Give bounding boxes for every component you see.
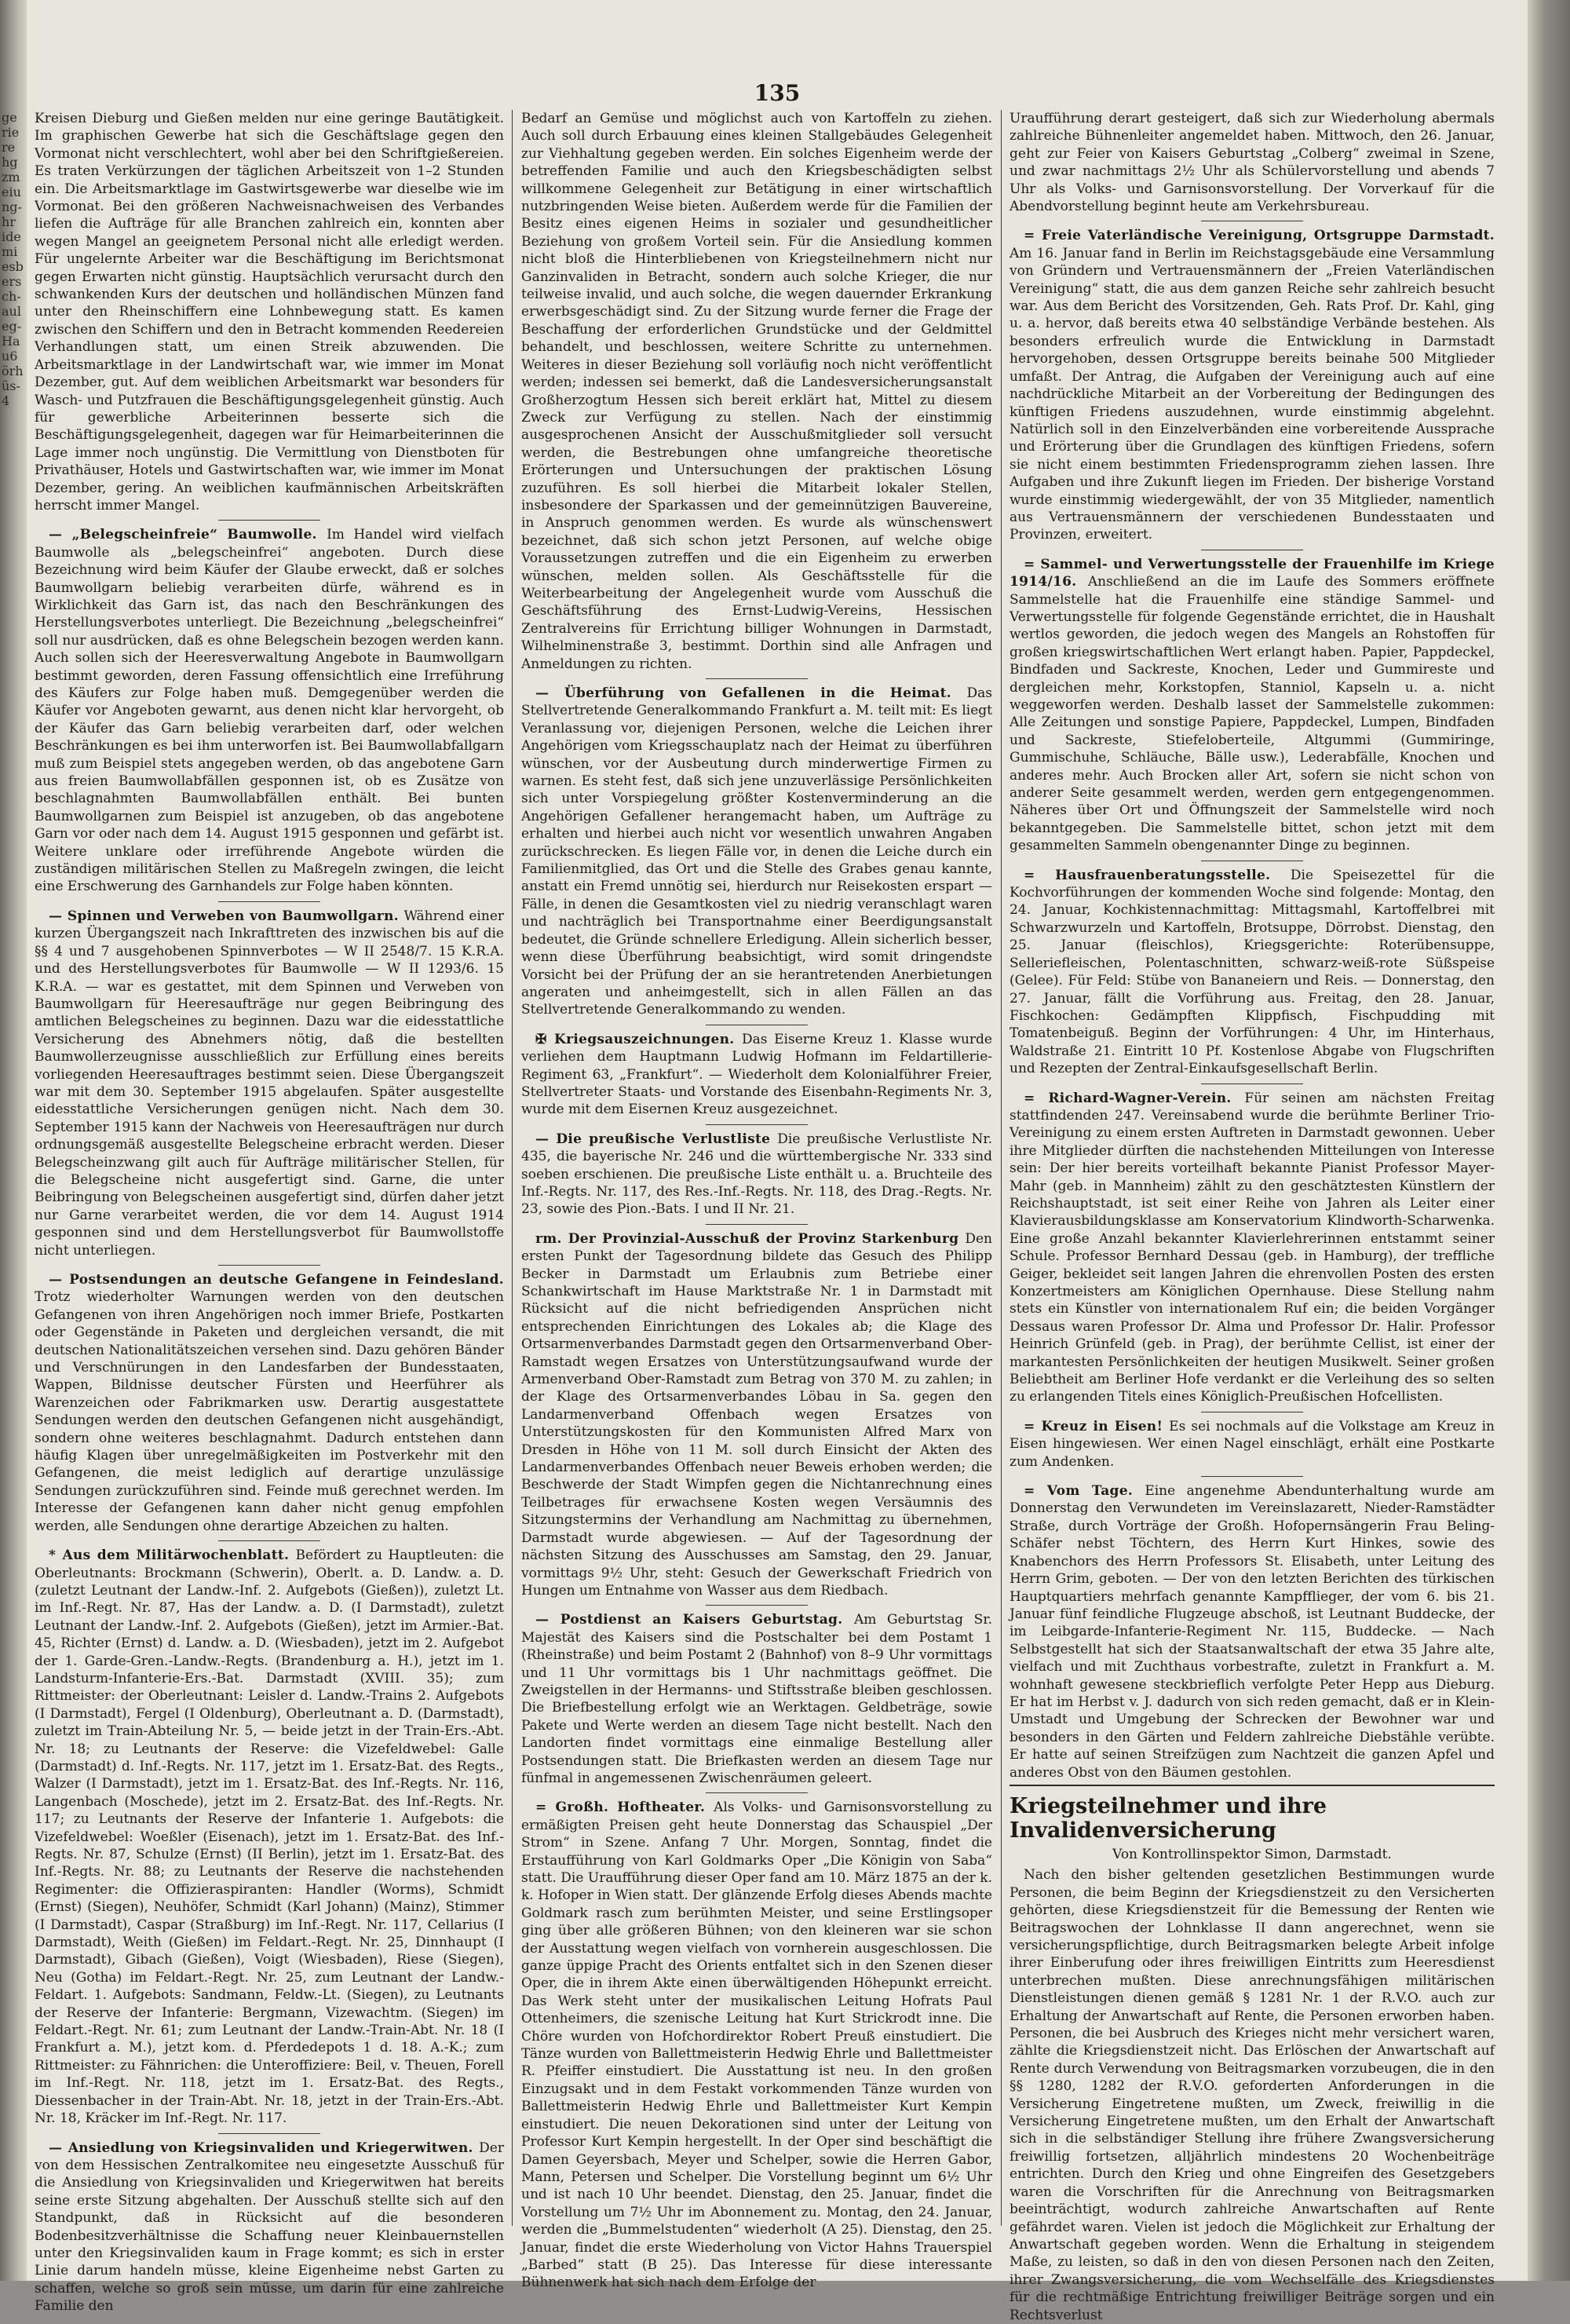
item-separator <box>218 1265 320 1266</box>
item-separator <box>706 1792 808 1793</box>
column-1 <box>35 110 505 2315</box>
article-title: Kriegsteilnehmer und ihre Invalidenversicherung <box>1010 1793 1327 1843</box>
news-item-text: Für seinen am nächsten Freitag stattfindenden 247. Vereinsabend wurde die berühmte Berliner Trio-Vereinigung zu einem ersten Auftreten in Darmstadt gewonnen. Ueber ihre Mitglieder dürften die nachstehenden Mitteilungen von Interesse sein: Der hier bereits vorteilhaft bekannte Pianist Professor Mayer-Mahr (geb. in Mannheim) zählt zu den geschätztesten Künstlern der Reichshauptstadt, ist seit einer Reihe von Jahren als Leiter einer Klavierausbildungsklasse am Konservatorium Klindworth-Scharwenka. Eine große Anzahl bekannter Klavierlehrerinnen entstammt seiner Schule. Professor Bernhard Dessau (geb. in Hamburg), der treffliche Geiger, bekleidet seit langen Jahren die ehrenvollen Posten des ersten Konzertmeisters am Königlichen Opernhause. Diese Stellung nahm stets ein Künstler von internationalem Ruf ein; die beiden Vorgänger Dessaus waren Professor Dr. Alma und Professor Dr. Halir. Professor Heinrich Grünfeld (geb. in Prag), der berühmte Cellist, ist einer der markantesten Persönlichkeiten der heutigen Musikwelt. Seiner großen Beliebtheit am Berliner Hofe verdankt er die Verleihung des so selten zu erlangenden Titels eines Königlich-Preußischen Hofcellisten. <box>1010 1090 1495 1405</box>
item-separator <box>218 2133 320 2134</box>
newspaper-page <box>27 0 1528 2323</box>
news-item-heading: — Postsendungen an deutsche Gefangene in Feindesland. <box>49 1272 504 1288</box>
adjacent-page-edge <box>0 0 27 2281</box>
article-heading-rule <box>1010 1785 1495 1786</box>
news-item-heading: = Hausfrauenberatungsstelle. <box>1024 867 1291 883</box>
news-item-text: Es sei nochmals auf die Volkstage am Kreuz in Eisen hingewiesen. Wer einen Nagel einschlägt, erhält eine Postkarte zum Andenken. <box>1010 1418 1495 1470</box>
news-item-text: Den ersten Punkt der Tagesordnung bildete das Gesuch des Philipp Becker in Darmstadt um Erlaubnis zum Betriebe einer Schankwirtschaft im Hause Marktstraße Nr. 1 in Darmstadt mit Rücksicht auf die nicht befriedigenden Ansprüchen nicht entsprechenden Einrichtungen des Lokales ab; die Klage des Ortsarmenverbandes Darmstadt gegen den Ortsarmenverband Ober-Ramstadt wegen Ersatzes von Unterstützungsaufwand wurde der Armenverband Ober-Ramstadt zum Betrag von 370 M. zu zahlen; in der Klage des Ortsarmenverbandes Löbau in Sa. gegen den Landarmenverband Offenbach wegen Ersatzes von Unterstützungskosten für den Kommunisten Alfred Marx von Dresden in Höhe von 11 M. soll durch Einsicht der Akten des Landarmenverbandes Offenbach neuer Beweis erhoben werden; die Beschwerde der Stadt Wimpfen gegen die Nichtanrechnung eines Teilbetrages für erwachsene Kosten wegen Versäumnis des Sitzungstermins der Verhandlung am Nachmittag zu übernehmen, Darmstadt wurde abgewiesen. — Auf der Tagesordnung der nächsten Sitzung des Ausschusses am Samstag, den 29. Januar, vormittags 9½ Uhr, steht: Gesuch der Gewerkschaft Friedrich von Hungen um Entnahme von Wasser aus dem Riedbach. <box>521 1230 992 1599</box>
news-item <box>35 1271 504 1535</box>
news-item <box>1010 227 1495 543</box>
news-item-text: Bedarf an Gemüse und möglichst auch von Kartoffeln zu ziehen. Auch soll durch Erbauung eines kleinen Stallgebäudes Gelegenheit zur Viehhaltung gegeben werden. Ein solches Eigenheim werde der betreffenden Familie und auch den Kriegsbeschädigten selbst willkommene Gelegenheit zur Betätigung in einer wirtschaftlich nutzbringenden Weise bieten. Außerdem werde für die Familien der Besitz eines eigenen Heims in sozialer und gesundheitlicher Beziehung von großem Vorteil sein. Für die Ansiedlung kommen nicht bloß die Hinterbliebenen von Kriegsteilnehmern nicht nur Ganzinvaliden in Betracht, sondern auch solche Krieger, die nur teilweise invalid, und auch solche, die wegen dauernder Erkrankung erwerbsgeschädigt sind. Zu der Sitzung wurde ferner die Frage der Beschaffung der erforderlichen Grundstücke und der Geldmittel behandelt, und beschlossen, weitere Schritte zu unternehmen. Weiteres in dieser Beziehung soll vorläufig noch nicht veröffentlicht werden; indessen sei bemerkt, daß die Landesversicherungsanstalt Großherzogtum Hessen sich bereit erklärt hat, Mittel zu diesem Zweck zur Verfügung zu stellen. Nach der einstimmig ausgesprochenen Ansicht der Ausschußmitglieder soll versucht werden, die Bestrebungen ohne umfangreiche theoretische Erörterungen und Untersuchungen der praktischen Lösung zuzuführen. Es soll hierbei die Mitarbeit lokaler Stellen, insbesondere der Sparkassen und der gemeinnützigen Bauvereine, in Anspruch genommen werden. Es wurde als wünschenswert bezeichnet, daß sich schon jetzt Personen, auf welche obige Voraussetzungen zutreffen und die ein Eigenheim zu erwerben wünschen, melden sollen. Als Geschäftsstelle für die Weiterbearbeitung der Angelegenheit wurde vom Ausschuß die Geschäftsführung des Ernst-Ludwig-Vereins, Hessischen Zentralvereins für Errichtung billiger Wohnungen in Darmstadt, Wilhelminenstraße 3, bestimmt. Dorthin sind alle Anfragen und Anmeldungen zu richten. <box>521 111 992 672</box>
news-item-heading: = Sammel- und Verwertungsstelle der Frauenhilfe im Kriege 1914/16. <box>1010 556 1495 590</box>
item-separator <box>218 901 320 902</box>
news-item-heading: = Großh. Hoftheater. <box>535 1800 714 1816</box>
news-item-heading: = Kreuz in Eisen! <box>1024 1418 1170 1434</box>
news-item-text: Der von dem Hessischen Zentralkomitee neu eingesetzte Ausschuß für die Ansiedlung von Kriegsinvaliden und Kriegerwitwen hat bereits seine erste Sitzung abgehalten. Der Ausschuß stellte sich auf den Standpunkt, daß in Rücksicht auf die besonderen Bodenbesitzverhältnisse die Schaffung neuer Kleinbauernstellen unter den Kriegsinvaliden kaum in Frage kommt; es sich in erster Linie darum handeln müsse, kleine Eigenheime nebst Garten zu schaffen, welche so groß sein müsse, um darin für eine zahlreiche Familie den <box>35 2139 504 2315</box>
item-separator <box>706 1124 808 1125</box>
news-item-text: Die preußische Verlustliste Nr. 435, die bayerische Nr. 246 und die württembergische Nr. 333 sind soeben erschienen. Die preußische Liste enthält u. a. Bruchteile des Inf.-Regts. Nr. 117, des Res.-Inf.-Regts. Nr. 118, des Drag.-Regts. Nr. 23, sowie des Pion.-Bats. I und II Nr. 21. <box>521 1131 992 1218</box>
news-item <box>521 685 992 1019</box>
news-item <box>1010 110 1495 215</box>
item-separator <box>706 1605 808 1606</box>
news-item-heading: — Ansiedlung von Kriegsinvaliden und Kriegerwitwen. <box>49 2139 480 2156</box>
news-item <box>521 1611 992 1787</box>
news-item-text: Kreisen Dieburg und Gießen melden nur eine geringe Bautätigkeit. Im graphischen Gewerbe hat sich die Geschäftslage gegen den Vormonat nicht verschlechtert, wohl aber bei den Schriftgießereien. Es traten Verkürzungen der täglichen Arbeitszeit von 1–2 Stunden ein. Die Arbeitsmarktlage im Gastwirtsgewerbe war dieselbe wie im Vormonat. Bei den größeren Nachweisnachweisen des Verbandes liefen die Aufträge für alle Branchen zahlreich ein, konnten aber wegen Mangel an geeignetem Personal nicht alle erledigt werden. Für ungelernte Arbeiter war die Beschäftigung im Berichtsmonat gegen Erwarten nicht günstig. Hauptsächlich verursacht durch den schwankenden Kurs der deutschen und holländischen Münzen fand unter den Rheinschiffern eine Lohnbewegung statt. Es kamen zwischen den Schiffern und den in Betracht kommenden Reedereien Verhandlungen statt, um einen Streik abzuwenden. Die Arbeitsmarktlage in der Landwirtschaft war, wie immer im Monat Dezember, gut. Auf dem weiblichen Arbeitsmarkt war besonders für Wasch- und Putzfrauen die Beschäftigungsgelegenheit günstig. Auch für gewerbliche Arbeiterinnen besserte sich die Beschäftigungsgelegenheit, dagegen war für Heimarbeiterinnen die Lage immer noch ungünstig. Die Vermittlung von Dienstboten für Privathäuser, Hotels und Gastwirtschaften war, wie immer im Monat Dezember, gering. An weiblichen kaufmännischen Arbeitskräften herrscht immer Mangel. <box>35 111 504 513</box>
news-item-text: Anschließend an die im Laufe des Sommers eröffnete Sammelstelle hat die Frauenhilfe eine ständige Sammel- und Verwertungsstelle für folgende Gegenstände errichtet, die in Haushalt wertlos geworden, die jedoch wegen des Mangels an Rohstoffen für großen kriegswirtschaftlichen Wert erlangt haben. Papier, Pappdeckel, Bindfaden und Sackreste, Knochen, Leder und Gummireste und dergleichen mehr, Korkstopfen, Stanniol, Kapseln u. a. nicht weggeworfen werden. Deshalb lasset der Sammelstelle zukommen: Alle Zeitungen und sonstige Papiere, Pappdeckel, Lumpen, Bindfaden und Sackreste, Stiefeloberteile, Altgummi (Gummiringe, Gummischuhe, Schläuche, Bälle usw.), Lederabfälle, Knochen und anderes mehr. Auch Brocken aller Art, sofern sie nicht schon von anderer Seite gesammelt werden, werden gern entgegengenommen. Näheres über Ort und Öffnungszeit der Sammelstelle wird noch bekanntgegeben. Die Sammelstelle bittet, schon jetzt mit dem gesammelten Sammeln obengenannter Dinge zu beginnen. <box>1010 574 1495 854</box>
news-item-heading: = Richard-Wagner-Verein. <box>1024 1090 1245 1106</box>
news-item <box>521 1031 992 1119</box>
news-item-heading: * Aus dem Militärwochenblatt. <box>49 1548 296 1564</box>
item-separator <box>1201 1476 1303 1477</box>
news-item-heading: = Freie Vaterländische Vereinigung, Ortsgruppe Darmstadt. <box>1024 228 1495 244</box>
news-item <box>35 1547 504 2127</box>
news-item-text: Im Handel wird vielfach Baumwolle als „belegscheinfrei“ angeboten. Durch diese Bezeichnung wird beim Käufer der Glaube erweckt, daß er solches Baumwollgarn beliebig verarbeiten dürfe, während es in Wirklichkeit das Garn ist, das nach den Beschränkungen des Herstellungsverbotes unterliegt. Die Bezeichnung „belegscheinfrei“ soll nur ausdrücken, daß es ohne Belegschein bezogen werden kann. Auch sollen sich der Heeresverwaltung Angebote in Baumwollgarn bestimmt geworden, deren Fassung offensichtlich eine Irreführung des Käufers zur Folge haben muß. Demgegenüber werden die Käufer vor Angeboten gewarnt, aus denen nicht klar hervorgeht, ob der Käufer das Garn beliebig verarbeiten darf, oder welchen Beschränkungen es bei ihm unterworfen ist. Bei Baumwollabfallgarn muß zum Beispiel stets angegeben werden, ob das angebotene Garn aus freien Baumwollabfällen gesponnen ist, ob es Zusätze von beschlagnahmten Baumwollabfällen enthält. Bei bunten Baumwollgarnen zum Beispiel ist anzugeben, ob das angebotene Garn vor oder nach dem 14. August 1915 gesponnen und gefärbt ist. Weitere unklare oder irreführende Angebote würden die zuständigen militärischen Stellen zu Maßregeln zwingen, die leicht eine Erschwerung des Garnhandels zur Folge haben könnten. <box>35 527 504 895</box>
news-item <box>521 1799 992 2291</box>
page-edge-right <box>1528 0 1570 2281</box>
news-item-text: Trotz wiederholter Warnungen werden von den deutschen Gefangenen von ihren Angehörigen noch immer Briefe, Postkarten oder Gegenstände in Paketen und dergleichen versandt, die mit deutschen Nationalitätszeichen versehen sind. Dazu gehören Bänder und Verschnürungen in den Landesfarben der Bundesstaaten, Wappen, Bildnisse deutscher Fürsten und Heerführer als Warenzeichen oder Fabrikmarken usw. Derartig ausgestattete Sendungen werden den deutschen Gefangenen nicht ausgehändigt, sondern ohne weiteres beschlagnahmt. Dadurch entstehen dann häufig Klagen über unregelmäßigkeiten im Postverkehr mit den Gefangenen, die meist lediglich auf derartige unzulässige Sendungen zurückzuführen sind. Feinde muß gerechnet werden. Im Interesse der Gefangenen kann daher nicht genug empfohlen werden, alle Sendungen ohne derartige Abzeichen zu halten. <box>35 1289 504 1534</box>
news-item <box>1010 1482 1495 1781</box>
news-item-text: Am 16. Januar fand in Berlin im Reichstagsgebäude eine Versammlung von Gründern und Vertrauensmännern der „Freien Vaterländischen Vereinigung“ statt, die aus dem ganzen Reiche sehr zahlreich besucht war. Aus dem Bericht des Vorsitzenden, Geh. Rats Prof. Dr. Kahl, ging u. a. hervor, daß bereits etwa 40 selbständige Verbände bestehen. Als besonders erfreulich wurde die Entwicklung in Darmstadt hervorgehoben, dessen Ortsgruppe bereits beinahe 500 Mitglieder umfaßt. Der Antrag, die Aufgaben der Vereinigung auch auf eine nachdrückliche Mitarbeit an der Vorbereitung der Bedingungen des künftigen Friedens auszudehnen, wurde einstimmig abgelehnt. Natürlich soll in den Einzelverbänden eine vorbereitende Aussprache und Erörterung über die Grundlagen des künftigen Friedens, sofern sie nicht einem bestimmten Friedensprogramm ziehen lassen. Ihre Aufgaben und ihre Zukunft liegen im Frieden. Der bisherige Vorstand wurde einstimmig wiedergewählt, der von 35 Mitglieder, namentlich aus Vertrauensmännern der verschiedenen Bundesstaaten und Provinzen, erweitert. <box>1010 245 1495 543</box>
news-item-text: Als Volks- und Garnisonsvorstellung zu ermäßigten Preisen geht heute Donnerstag das Schauspiel „Der Strom“ in Szene. Anfang 7 Uhr. Morgen, Sonntag, findet die Erstaufführung von Karl Goldmarks Oper „Die Königin von Saba“ statt. Die Uraufführung dieser Oper fand am 10. März 1875 an der k. k. Hofoper in Wien statt. Der glänzende Erfolg dieses Abends machte Goldmark rasch zum berühmten Meister, und seine Erstlingsoper ging über alle größeren Bühnen; von den kleineren war sie schon der Ausstattung wegen vielfach von vornherein ausgeschlossen. Die ganze üppige Pracht des Orients entfaltet sich in den Szenen dieser Oper, die in ihrem Akte einen überwältigenden Höhepunkt erreicht. Das Werk steht unter der musikalischen Leitung Hofrats Paul Ottenheimers, die szenische Leitung hat Kurt Strickrodt inne. Die Chöre wurden von Hofchordirektor Robert Preuß einstudiert. Die Tänze wurden von Ballettmeisterin Hedwig Ehrle und Ballettmeister R. Pfeiffer einstudiert. Die Ausstattung ist neu. In den großen Einzugsakt und in dem Festakt vorkommenden Tänze wurden von Ballettmeisterin Hedwig Ehrle und Ballettmeister Kurt Kempin einstudiert. Die neuen Dekorationen sind unter der Leitung von Professor Kurt Kempin hergestellt. In der Oper sind beschäftigt die Damen Geyersbach, Meyer und Schelper, sowie die Herren Gabor, Mann, Petersen und Schelper. Die Vorstellung beginnt um 6½ Uhr und ist nach 10 Uhr beendet. Dienstag, den 25. Januar, findet die Vorstellung um 7½ Uhr im Abonnement zu. Montag, den 24. Januar, werden die „Bummelstudenten“ wiederholt (A 25). Dienstag, den 25. Januar, findet die erste Wiederholung von Victor Hahns Trauerspiel „Barbed“ statt (B 25). Das Interesse für diese interessante Bühnenwerk hat sich nach dem Erfolge der <box>521 1800 992 2291</box>
news-item-heading: — Postdienst an Kaisers Geburtstag. <box>535 1612 854 1628</box>
news-item <box>1010 556 1495 855</box>
news-item-heading: — „Belegscheinfreie“ Baumwolle. <box>49 527 327 543</box>
news-item-text: Uraufführung derart gesteigert, daß sich zur Wiederholung abermals zahlreiche Bühnenleiter angemeldet haben. Mittwoch, den 26. Januar, geht zur Feier von Kaisers Geburtstag „Colberg“ zweimal in Szene, und zwar nachmittags 2½ Uhr als Schülervorstellung und abends 7 Uhr als Volks- und Garnisonsvorstellung. Der Vorverkauf für die Abendvorstellung beginnt heute am Verkehrsbureau. <box>1010 111 1495 215</box>
news-item-heading: rm. Der Provinzial-Ausschuß der Provinz Starkenburg <box>535 1230 966 1247</box>
news-item-text: Eine angenehme Abendunterhaltung wurde am Donnerstag den Verwundeten im Vereinslazarett, Nieder-Ramstädter Straße, durch Vorträge der Großh. Hofopernsängerin Frau Beling-Schäfer nebst Töchtern, des Herrn Kurt Hinkes, sowie des Knabenchors des Herrn Professors St. Elisabeth, unter Leitung des Herrn Grim, geboten. — Der von den letzten Berichten des türkischen Hauptquartiers mehrfach genannte Kampfflieger, der vom 6. bis 21. Januar fünf feindliche Flugzeuge abschoß, ist Leutnant Buddecke, der im Leibgarde-Infanterie-Regiment Nr. 115, Buddecke. — Nach Selbstgestellt hat sich der Staatsanwaltschaft der etwa 35 Jahre alte, vielfach und mit Zuchthaus vorbestrafte, zuletzt in Frankfurt a. M. wohnhaft gewesene steckbrieflich verfolgte Peter Hepp aus Dieburg. Er hat im Herbst v. J. dadurch von sich reden gemacht, daß er in Klein-Umstadt und Umgebung der Schrecken der Bewohner war und besonders in den Gärten und Feldern zahlreiche Diebstähle verübte. Er hatte auf seinen Streifzügen zum Nachtzeit die ganzen Apfel und anderes Obst von den Bäumen gestohlen. <box>1010 1483 1495 1781</box>
news-item <box>521 1230 992 1600</box>
news-item-text: Befördert zu Hauptleuten: die Oberleutnants: Brockmann (Schwerin), Oberlt. a. D. Landw. a. D. (zuletzt Leutnant der Landw.-Inf. 2. Aufgebots (Gießen)), zuletzt Lt. im Inf.-Regt. Nr. 87, Has der Landw. a. D. (I Darmstadt), zuletzt Leutnant der Landw.-Inf. 2. Aufgebots (Gießen), jetzt im Armier.-Bat. 45, Richter (Ernst) d. Landw. a. D. (Wiesbaden), jetzt im 2. Aufgebot der 1. Garde-Gren.-Landw.-Regts. (Brandenburg a. H.), jetzt im 1. Landsturm-Infanterie-Ers.-Bat. Darmstadt (XVIII. 35); zum Rittmeister: der Oberleutnant: Leisler d. Landw.-Trains 2. Aufgebots (I Darmstadt), Fergel (I Oldenburg), Oberleutnant a. D. (Darmstadt), zuletzt im Train-Abteilung Nr. 5, — beide jetzt in der Train-Ers.-Abt. Nr. 18; zu Leutnants der Reserve: die Vizefeldwebel: Galle (Darmstadt) d. Inf.-Regts. Nr. 117, jetzt im 1. Ersatz-Bat. des Regts., Walzer (I Darmstadt), jetzt im 1. Ersatz-Bat. des Inf.-Regts. Nr. 116, Langenbach (Moschede), jetzt im 2. Ersatz-Bat. des Inf.-Regts. Nr. 117; zu Leutnants der Reserve der Infanterie 1. Aufgebots: die Vizefeldwebel: Woeßler (Eisenach), jetzt im 1. Ersatz-Bat. des Inf.-Regts. Nr. 87, Schulze (Ernst) (II Berlin), jetzt im 1. Ersatz-Bat. des Inf.-Regts. Nr. 88; zu Leutnants der Reserve die nachstehenden Regimenter: die Offizieraspiranten: Handler (Worms), Schmidt (Ernst) (Siegen), Neuhöfer, Schmidt (Karl Johann) (Mainz), Stimmer (I Darmstadt), Caspar (Straßburg) im Inf.-Regt. Nr. 117, Cellarius (I Darmstadt), Weith (Gießen) im Feldart.-Regt. Nr. 25, Dinnhaupt (I Darmstadt), Gibach (Gießen), Voigt (Wiesbaden), Riese (Siegen), Neu (Gotha) im Feldart.-Regt. Nr. 25, zum Leutnant der Landw.-Feldart. 1. Aufgebots: Sandmann, Feldw.-Lt. (Siegen), zu Leutnants der Reserve der Infanterie: Bergmann, Vizewachtm. (Siegen) im Feldart.-Regt. Nr. 61; zum Leutnant der Landw.-Train-Abt. Nr. 18 (I Frankfurt a. M.), jetzt kom. d. Pferdedepots 1 d. 18. A.-K.; zum Rittmeister: zu Fähnrichen: die Unteroffiziere: Beil, v. Theuen, Forell im Inf.-Regt. Nr. 118, jetzt im 1. Ersatz-Bat. des Regts., Diessenbacher in der Train-Abt. Nr. 18, jetzt in der Train-Ers.-Abt. Nr. 18, Kräcker im Inf.-Regt. Nr. 117. <box>35 1548 504 2127</box>
news-item-text: Das Eiserne Kreuz 1. Klasse wurde verliehen dem Hauptmann Ludwig Hofmann im Feldartillerie-Regiment 63, „Frankfurt“. — Wiederholt dem Kolonialführer Freier, Stellvertreter Staats- und Vorstande des Eisenbahn-Regiments Nr. 3, wurde mit dem Eisernen Kreuz ausgezeichnet. <box>521 1031 992 1118</box>
news-item <box>35 526 504 896</box>
column-2 <box>521 110 992 2291</box>
news-item <box>1010 1418 1495 1471</box>
news-item <box>35 110 504 514</box>
article-body <box>1010 1866 1495 2324</box>
page-number: 135 <box>754 80 801 106</box>
news-item <box>35 2139 504 2315</box>
news-item <box>35 908 504 1259</box>
news-item <box>1010 867 1495 1078</box>
news-item <box>1010 1090 1495 1406</box>
column-rule <box>1001 110 1002 2226</box>
news-item-text: Am Geburtstag Sr. Majestät des Kaisers sind die Postschalter bei dem Postamt 1 (Rheinstraße) und beim Postamt 2 (Bahnhof) von 8–9 Uhr vormittags und 11 Uhr vormittags bis 1 Uhr nachmittags geöffnet. Die Zweigstellen in der Hermanns- und Stiftsstraße bleiben geschlossen. Die Briefbestellung erfolgt wie an Werktagen. Geldbeträge, sowie Pakete und Werte werden an diesem Tage nicht bestellt. Nach den Landorten findet vormittags eine einmalige Bestellung aller Postsendungen statt. Die Briefkasten werden an diesem Tage nur fünfmal in angemessenen Zwischenräumen geleert. <box>521 1612 992 1786</box>
news-item-text: Das Stellvertretende Generalkommando Frankfurt a. M. teilt mit: Es liegt Veranlassung vor, diejenigen Personen, welche die Leichen ihrer Angehörigen vom Kriegsschauplatz nach der Heimat zu überführen wünschen, vor der Ausbeutung durch minderwertige Firmen zu warnen. Es steht fest, daß sich jene unzuverlässige Persönlichkeiten sich unter Vorspiegelung größter Kostenverminderung an die Angehörigen Gefallener herangemacht haben, um Aufträge zu erhalten und hierbei auch nicht vor wesentlich unwahren Angaben zurückschrecken. Es liegen Fälle vor, in denen die Leiche durch ein Familienmitglied, das Ort und die Stelle des Grabes genau kannte, anstatt ein Fremd unnötig sei, hierdurch nur Reisekosten erspart — Fälle, in denen die Gesamtkosten viel zu niedrig veranschlagt waren und nachträglich bei Transportnahme einer Beerdigungsanstalt bedeutet, die Gründe schnellere Erledigung. Allein sicherlich besser, wenn diese Überführung beabsichtigt, wird somit dringendste Vorsicht bei der Prüfung der an sie herantretenden Anerbietungen angeraten und anheimgestellt, sich in allen Fällen an das Stellvertretende Generalkommando zu wenden. <box>521 685 992 1018</box>
article-paragraph: Nach den bisher geltenden gesetzlichen Bestimmungen wurde Personen, die beim Beginn der Kriegsdienstzeit zu den Versicherten gehörten, diese Kriegsdienstzeit für die Bemessung der Renten wie Beitragswochen der Lohnklasse II dann angerechnet, wenn sie versicherungspflichtige, durch Beitragsmarken belegte Arbeit infolge ihrer Einberufung oder ihres freiwilligen Eintritts zum Heeresdienst unterbrechen mußten. Diese anrechnungsfähigen militärischen Dienstleistungen dienen gemäß § 1281 Nr. 1 der R.V.O. auch zur Erhaltung der Anwartschaft auf Rente, die Personen erworben haben. Personen, die bei Ausbruch des Krieges nicht mehr versichert waren, zählte die Kriegsdienstzeit nicht. Das Erlöschen der Anwartschaft auf Rente durch Verwendung von Beitragsmarken vorzubeugen, die in den §§ 1280, 1282 der R.V.O. geforderten Anforderungen in die Versicherung Eingetretene mußten, um Zweck, freiwillig in die Versicherung Eingetretene mußten, um den Erhalt der Anwartschaft sich in die selbständiger Stellung ihre frühere Zwangsversicherung freiwillig fortsetzen, alljährlich mindestens 20 Wochenbeiträge entrichten. Durch den Krieg und ohne Eingreifen des Gesetzgebers waren die Vorschriften für die Anrechnung von Beitragsmarken beeinträchtigt, wodurch zahlreiche Anwartschaften auf Rente gefährdet waren. Vielen ist jedoch die Möglichkeit zur Erhaltung der Anwartschaft gegeben worden. Wenn die Erhaltung in steigendem Maße, zu leisten, so daß in den von diesen Personen nach den Zeiten, ihrer Zwangsversicherung, die vom Wechselfälle des Kriegsdienstes für die rechtmäßige Entrichtung freiwilliger Beiträge sorgen und ein Rechtsverlust <box>1010 1867 1495 2323</box>
column-3-items <box>1010 110 1495 1781</box>
column-3 <box>1010 110 1495 2323</box>
item-separator <box>706 678 808 679</box>
column-rule <box>512 110 513 2226</box>
news-item-text: Während einer kurzen Übergangszeit nach Inkrafttreten des inzwischen bis auf die §§ 4 und 7 ausgehobenen Spinnverbotes — W II 2548/7. 15 K.R.A. und des Herstellungsverbotes für Baumwolle — W II 1293/6. 15 K.R.A. — war es gestattet, mit dem Spinnen und Verweben von Baumwollgarn für Heeresaufträge nur gegen Beibringung des amtlichen Belegscheines zu beginnen. Dazu war die eidesstattliche Versicherung des Abnehmers nötig, daß die bestellten Baumwollerzeugnisse ausschließlich zur Erfüllung eines bereits vorliegenden Heeresauftrages bestimmt seien. Diese Übergangszeit war mit dem 30. September 1915 abgelaufen. Später ausgestellte eidesstattliche Versicherungen genügen nicht. Nach dem 30. September 1915 kann der Nachweis von Heeresaufträgen nur durch ordnungsgemäß ausgestellte Belegscheine erbracht werden. Dieser Belegscheinzwang gilt auch für Aufträge militärischer Stellen, für die Belegscheine nicht ausgefertigt sind. Garne, die unter Beibringung von Belegscheinen ausgefertigt sind, dürfen daher jetzt nur Garne verarbeitet werden, die vor dem 14. August 1914 gesponnen sind und dem Herstellungsverbot für Baumwollstoffe nicht unterliegen. <box>35 908 505 1259</box>
news-item-heading: = Vom Tage. <box>1024 1483 1145 1500</box>
item-separator <box>1201 1083 1303 1084</box>
news-item-heading: ✠ Kriegsauszeichnungen. <box>535 1031 742 1047</box>
item-separator <box>218 1540 320 1541</box>
news-item <box>521 1131 992 1219</box>
news-item-heading: — Die preußische Verlustliste <box>535 1131 778 1147</box>
item-separator <box>218 520 320 521</box>
item-separator <box>706 1224 808 1225</box>
news-item <box>521 110 992 673</box>
news-item-heading: — Spinnen und Verweben von Baumwollgarn. <box>49 908 404 924</box>
news-item-heading: — Überführung von Gefallenen in die Heimat. <box>535 685 967 701</box>
article-byline: Von Kontrollinspektor Simon, Darmstadt. <box>1112 1846 1392 1862</box>
adjacent-page-text: gerierehgzmeiunghridemiesberschaulegHau6 örhüs4 <box>2 110 24 408</box>
news-item-text: Die Speisezettel für die Kochvorführungen der kommenden Woche sind folgende: Montag, den 24. Januar, Kochkistennachmittag: Mittagsmahl, Kartoffelbrei mit Schwarzwurzeln und Kartoffeln, Brotsuppe, Dörrobst. Dienstag, den 25. Januar (fleischlos), Kriegsgerichte: Roterübensuppe, Selleriefleischen, Polentaschnitten, schwarz-weiß-rote Süßspeise (Gelee). Für Feld: Stübe von Bananeiern und Reis. — Donnerstag, den 27. Januar, fällt die Vorführung aus. Freitag, den 28. Januar, Fischkochen: Gedämpften Klippfisch, Fischpudding mit Tomatenbeiguß. Beginn der Vorführungen: 4 Uhr, im Hinterhaus, Waldstraße 21. Eintritt 10 Pf. Kostenlose Abgabe von Flugschriften und Rezepten der Zentral-Einkaufsgesellschaft Berlin. <box>1010 867 1495 1077</box>
